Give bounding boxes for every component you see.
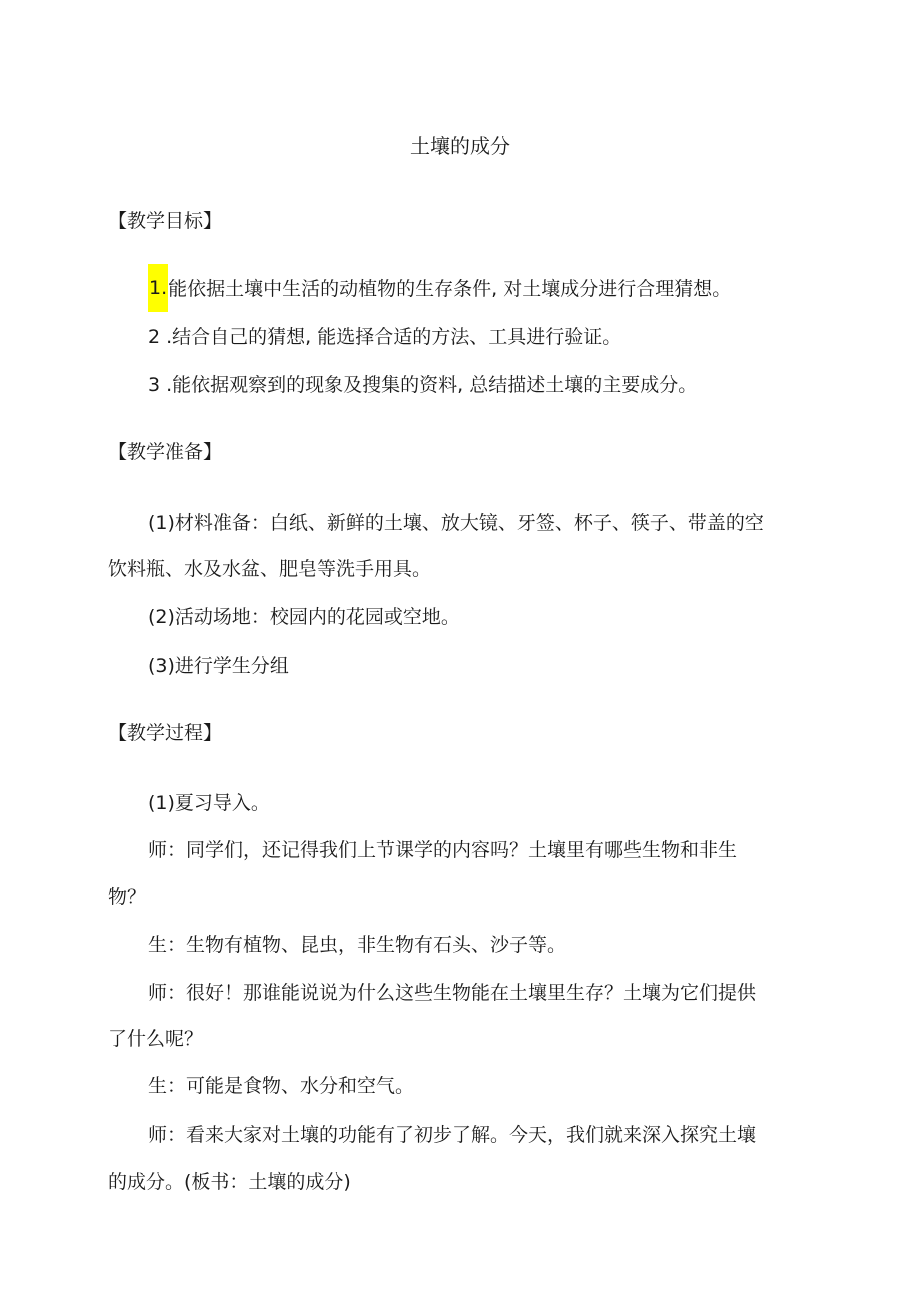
process-step-1: (1)夏习导入。	[148, 792, 270, 814]
prep-item-1-line-2: 饮料瓶、水及水盆、肥皂等洗手用具。	[108, 558, 432, 580]
goal-item-1-text: 能依据土壤中生活的动植物的生存条件, 对土壤成分进行合理猜想。	[168, 278, 732, 300]
goal-item-2: 2 .结合自己的猜想, 能选择合适的方法、工具进行验证。	[148, 326, 622, 348]
teacher-line-3a: 师：看来大家对土壤的功能有了初步了解。今天，我们就来深入探究土壤	[148, 1124, 757, 1146]
teacher-line-3b: 的成分。(板书：土壤的成分)	[108, 1171, 351, 1193]
document-title: 土壤的成分	[410, 134, 510, 158]
student-line-1: 生：生物有植物、昆虫，非生物有石头、沙子等。	[148, 934, 567, 956]
prep-item-3: (3)进行学生分组	[148, 655, 289, 677]
teacher-line-2a: 师：很好！那谁能说说为什么这些生物能在土壤里生存？土壤为它们提供	[148, 982, 757, 1004]
highlighted-number: 1.	[148, 264, 168, 312]
student-line-2: 生：可能是食物、水分和空气。	[148, 1075, 415, 1097]
goal-item-1	[148, 276, 731, 312]
teacher-line-1a: 师：同学们，还记得我们上节课学的内容吗？土壤里有哪些生物和非生	[148, 839, 738, 861]
prep-item-1-line-1: (1)材料准备：白纸、新鲜的土壤、放大镜、牙签、杯子、筷子、带盖的空	[148, 512, 764, 534]
goal-item-3: 3 .能依据观察到的现象及搜集的资料, 总结描述土壤的主要成分。	[148, 374, 698, 396]
heading-teaching-goals: 【教学目标】	[108, 210, 223, 232]
teacher-line-1b: 物？	[108, 886, 147, 908]
teacher-line-2b: 了什么呢？	[108, 1028, 204, 1050]
prep-item-2: (2)活动场地：校园内的花园或空地。	[148, 606, 460, 628]
heading-teaching-prep: 【教学准备】	[108, 441, 223, 463]
heading-teaching-process: 【教学过程】	[108, 722, 223, 744]
